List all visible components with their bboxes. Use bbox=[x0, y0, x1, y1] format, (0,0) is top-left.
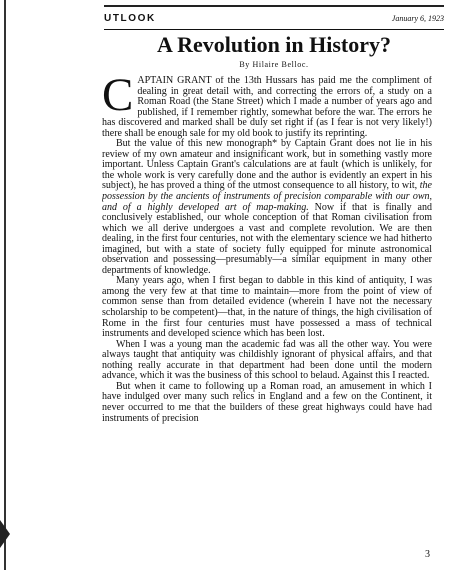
article-paragraph bbox=[102, 340, 432, 382]
paragraph-text: Now if that is finally and conclusively established, our whole conception of that Roman civilisation from which we all derive undergoes a vast and complete revolution. We are then dealing, in the first four centuries, not with the elementary science we had hitherto imagined, but with a state of society fully equipped for minute astronomical observation and possessing—presumably—a similar equipment in many other departments of knowledge. bbox=[102, 201, 432, 276]
article-paragraph bbox=[102, 276, 432, 339]
issue-date: January 6, 1923 bbox=[391, 14, 444, 23]
page-top-border bbox=[104, 5, 444, 7]
page-number: 3 bbox=[425, 549, 430, 560]
paragraph-text: But the value of this new monograph* by Captain Grant does not lie in his review of my own amateur and insignificant work, but in something vastly more important. Unless Captain Grant's calculations are at fault (which is unlikely, for the whole work is very carefully done and the author is evidently an expert in his subject), he has proved a thing of the utmost consequence to all history, to wit, bbox=[102, 138, 432, 192]
scan-arrow-icon bbox=[0, 520, 10, 548]
paragraph-text: When I was a young man the academic fad was all the other way. You were always taught that antiquity was childishly ignorant of physical affairs, and that nothing really accurate in that department had been done until the modern advance, which it was the business of this school to belaud. Against this I reacted. bbox=[102, 338, 432, 382]
running-header bbox=[104, 10, 444, 28]
header-rule bbox=[104, 29, 444, 30]
article-paragraph bbox=[102, 76, 432, 139]
article-paragraph bbox=[102, 139, 432, 276]
article-title: A Revolution in History? bbox=[156, 32, 392, 57]
paragraph-text: Many years ago, when I first began to dabble in this kind of antiquity, I was among the very few at that time to maintain—more from the point of view of common sense than from detailed evidence (wherein I have not the necessary scholarship to be competent)—that, in the nature of things, the high civilisation of Rome in the first four centuries must have possessed a mass of technical instruments and developed science which has been lost. bbox=[102, 275, 432, 340]
scan-edge-line bbox=[4, 0, 6, 570]
drop-cap: C bbox=[102, 76, 134, 121]
paragraph-text: APTAIN GRANT of the 13th Hussars has paid me the compliment of dealing in great detail with, and correcting the errors of, a study on a Roman Road (the Stane Street) which I made a number of years ago and published, if I remember rightly, somewhat before the war. The errors he has discovered and marked shall be duly set right if (as I fear is not very likely!) there shall be enough sale for my old book to justify its reprinting. bbox=[102, 76, 432, 139]
article-paragraph bbox=[102, 382, 432, 424]
publication-name: UTLOOK bbox=[104, 13, 156, 24]
paragraph-emphasis: the possession by the ancients of instruments of precision comparable with our own, and of a highly developed art of map-making. bbox=[102, 180, 432, 213]
paragraph-text: But when it came to following up a Roman road, an amusement in which I have indulged over many such relics in England and a few on the Continent, it never occurred to me that the builders of these great highways could have had instruments of precision bbox=[102, 380, 432, 424]
article-byline: By Hilaire Belloc. bbox=[239, 60, 309, 69]
article-body bbox=[102, 76, 432, 564]
